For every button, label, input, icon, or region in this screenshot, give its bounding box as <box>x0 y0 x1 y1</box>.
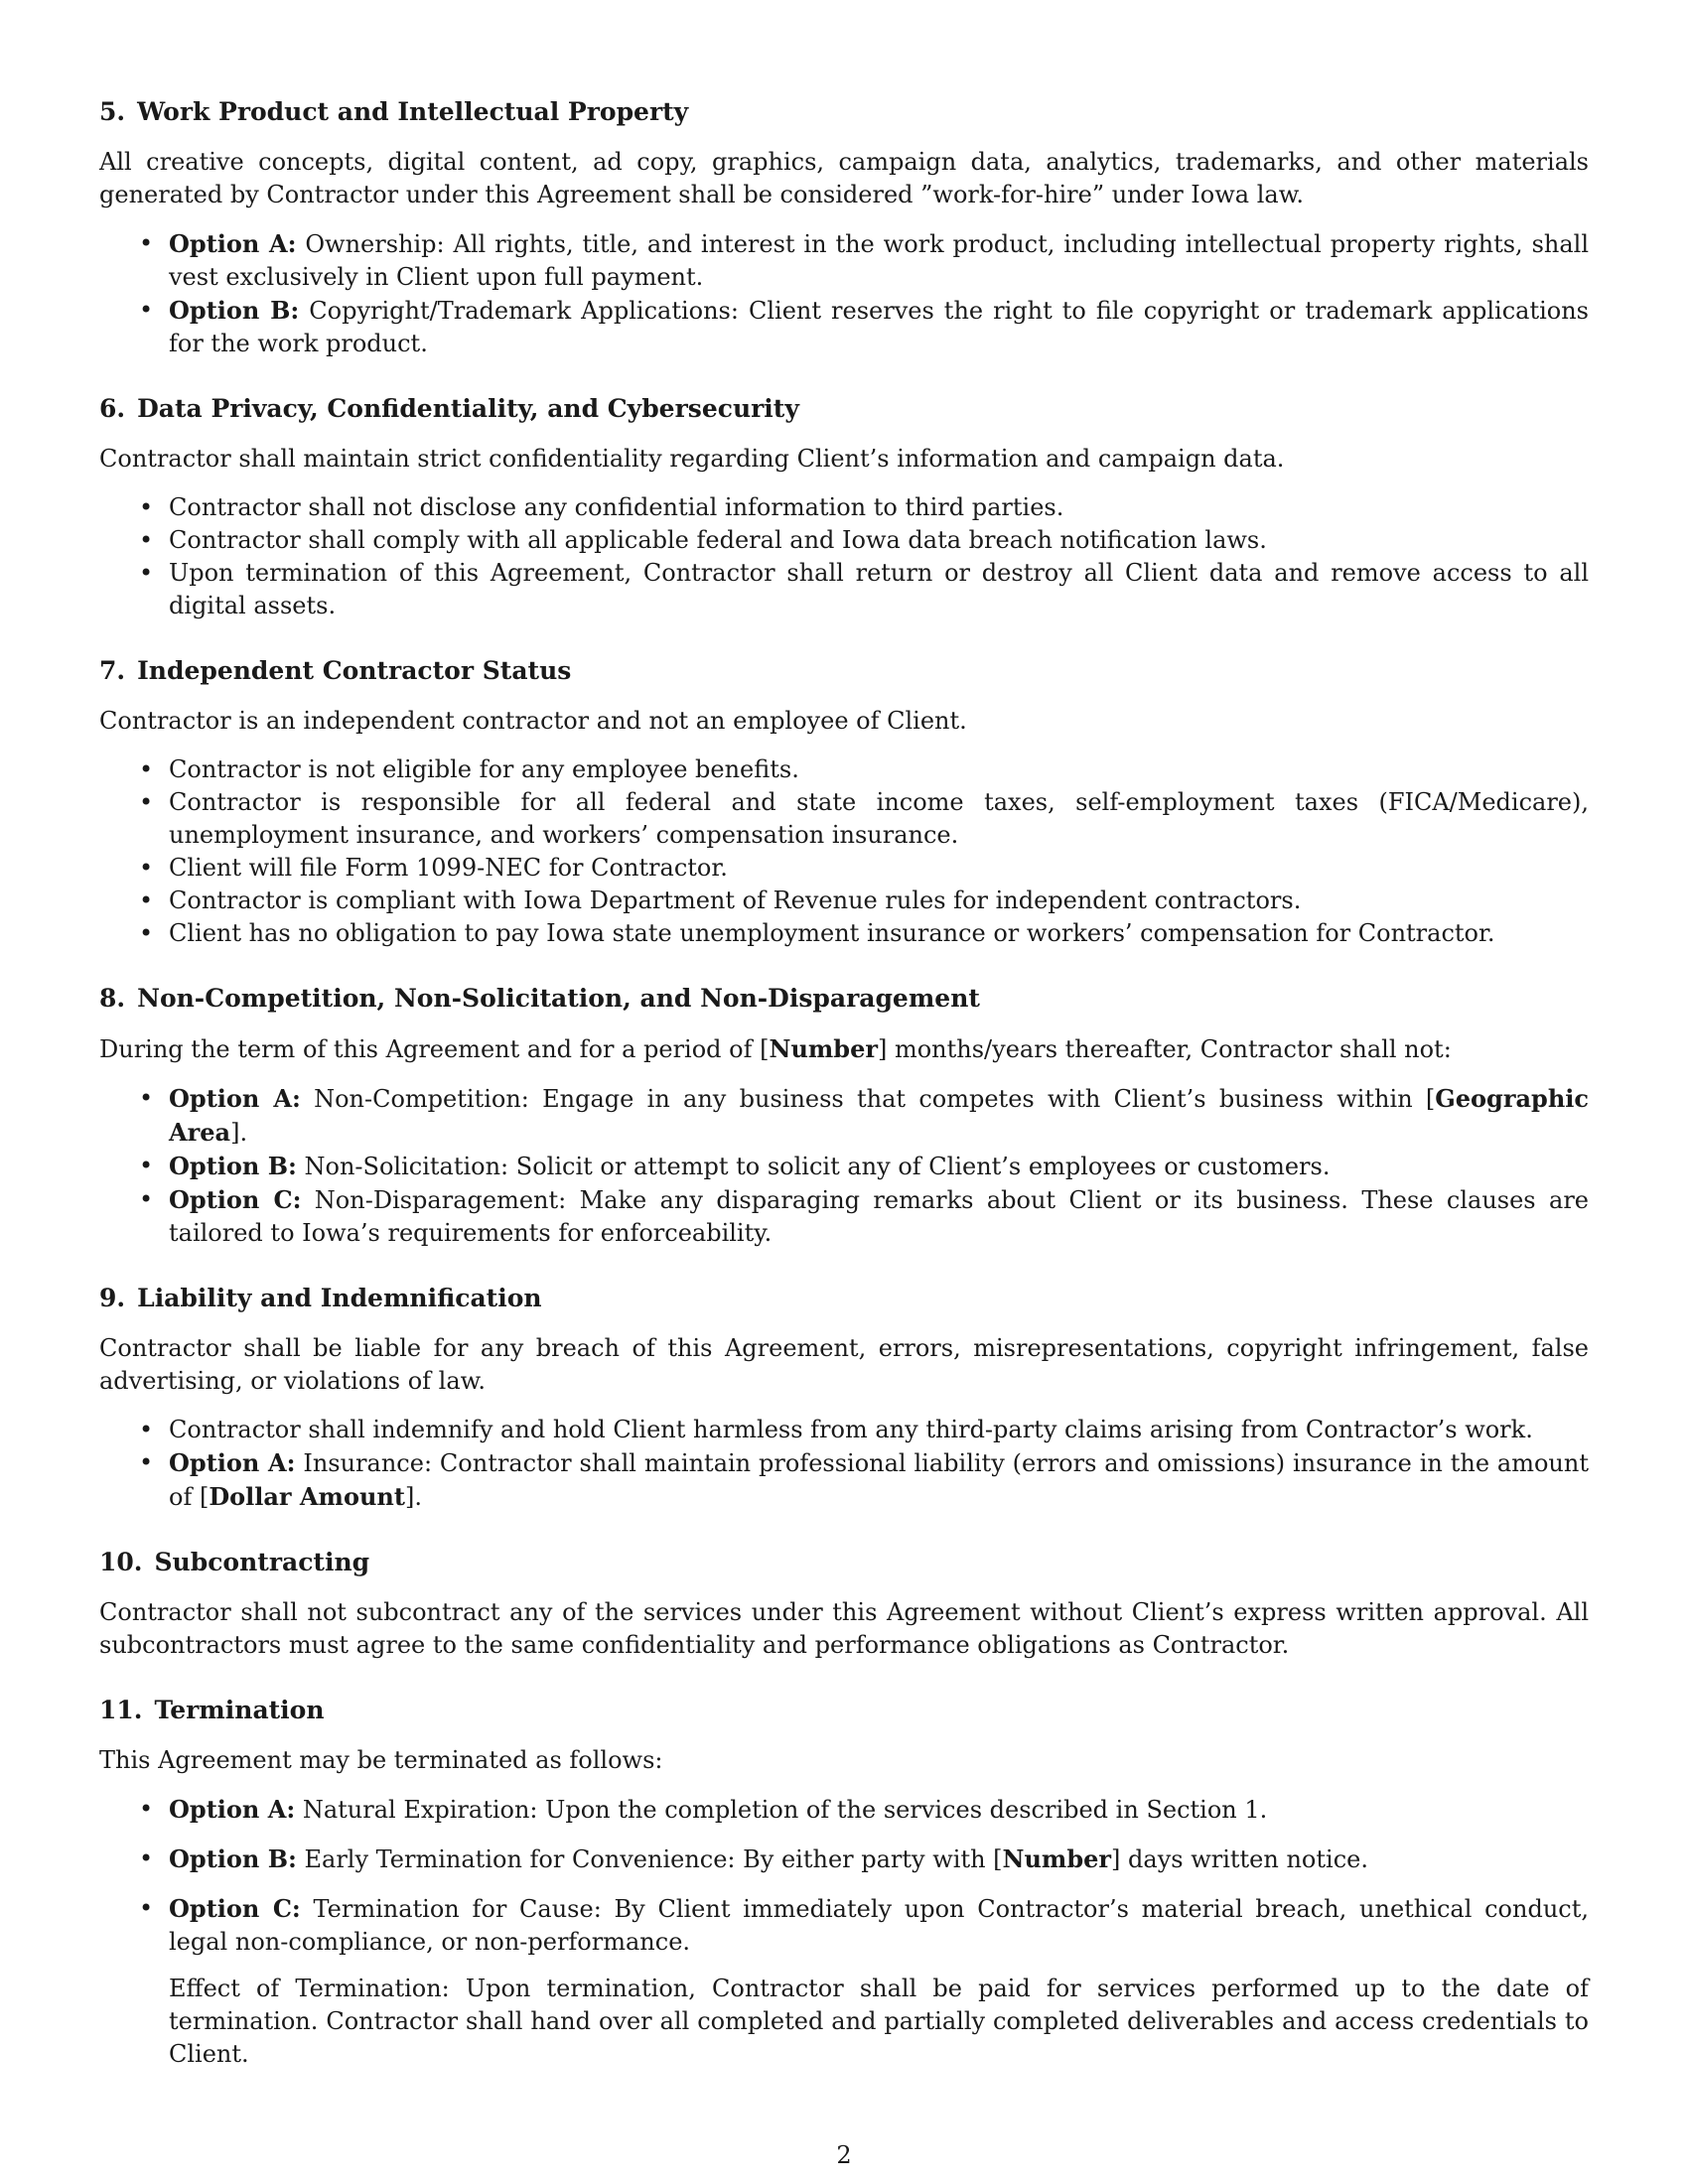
page-number: 2 <box>836 2141 852 2169</box>
intro-text: During the term of this Agreement and for a period of [ <box>99 1035 770 1063</box>
option-label: Option A: <box>169 1795 296 1824</box>
bullet-list <box>99 1793 1589 1959</box>
section-7 <box>99 654 1589 950</box>
section-number: 5. <box>99 97 126 126</box>
item-text: Ownership: All rights, title, and interest in the work product, including intellectual property rights, shall vest exclusively in Client upon full payment. <box>169 230 1589 291</box>
section-5 <box>99 95 1589 360</box>
list-item <box>99 1793 1589 1827</box>
option-label: Option B: <box>169 296 300 325</box>
list-item <box>99 1892 1589 1959</box>
section-intro: All creative concepts, digital content, ad copy, graphics, campaign data, analytics, trademarks, and other materials generated by Contractor under this Agreement shall be considered ”work-for-hire” under Iowa law. <box>99 148 1589 208</box>
section-title: Data Privacy, Confidentiality, and Cybersecurity <box>137 394 799 423</box>
section-intro: This Agreement may be terminated as follows: <box>99 1746 663 1774</box>
item-text: Termination for Cause: By Client immediately upon Contractor’s material breach, unethical conduct, legal non-compliance, or non-performance. <box>169 1895 1589 1956</box>
section-title: Non-Competition, Non-Solicitation, and Non-Disparagement <box>137 984 980 1013</box>
section-heading <box>99 654 1589 687</box>
item-text: Non-Disparagement: Make any disparaging remarks about Client or its business. These clauses are tailored to Iowa’s requirements for enforceability. <box>169 1186 1589 1247</box>
section-heading <box>99 95 1589 128</box>
option-label: Option C: <box>169 1185 302 1214</box>
section-10 <box>99 1546 1589 1662</box>
section-title: Termination <box>154 1696 325 1724</box>
intro-text: ] months/years thereafter, Contractor shall not: <box>877 1035 1452 1063</box>
item-text: Non-Competition: Engage in any business that competes with Client’s business within [ <box>300 1085 1436 1113</box>
section-8 <box>99 982 1589 1250</box>
section-number: 10. <box>99 1548 143 1576</box>
section-number: 6. <box>99 394 126 423</box>
section-intro <box>99 1032 1589 1066</box>
bullet-list <box>99 753 1589 950</box>
section-intro: Contractor shall maintain strict confidentiality regarding Client’s information and campaign data. <box>99 445 1285 473</box>
section-9 <box>99 1282 1589 1514</box>
section-6 <box>99 392 1589 622</box>
list-item: • Contractor shall not disclose any confidential information to third parties. <box>99 491 1589 524</box>
item-text: ]. <box>404 1483 422 1511</box>
item-text: Insurance: Contractor shall maintain professional liability (errors and omissions) insurance in the amount of [ <box>169 1449 1589 1511</box>
section-intro: Contractor is an independent contractor and not an employee of Client. <box>99 707 967 735</box>
placeholder-number: Number <box>1002 1844 1112 1873</box>
effect-of-termination: Effect of Termination: Upon termination, Contractor shall be paid for services performed up to the date of termination. Contractor shall hand over all completed and partially completed deliverables and access credentials to Client. <box>169 1975 1589 2068</box>
section-heading <box>99 1694 1589 1726</box>
section-title: Liability and Indemnification <box>137 1284 542 1312</box>
list-item: • Contractor is compliant with Iowa Department of Revenue rules for independent contractors. <box>99 885 1589 917</box>
list-item <box>99 1183 1589 1250</box>
list-item <box>99 294 1589 360</box>
option-label: Option A: <box>169 1448 296 1477</box>
list-item <box>99 1082 1589 1150</box>
bullet-list <box>99 227 1589 360</box>
section-title: Work Product and Intellectual Property <box>137 97 689 126</box>
placeholder-geographic-area: Geographic Area <box>169 1084 1589 1147</box>
section-intro: Contractor shall not subcontract any of the services under this Agreement without Client’s express written approval. All subcontractors must agree to the same confidentiality and performance obligations as Contractor. <box>99 1598 1589 1659</box>
item-text: Natural Expiration: Upon the completion of the services described in Section 1. <box>295 1796 1268 1824</box>
list-item <box>99 1843 1589 1876</box>
bullet-list <box>99 491 1589 622</box>
option-label: Option B: <box>169 1152 297 1180</box>
bullet-list <box>99 1082 1589 1250</box>
list-item <box>99 227 1589 294</box>
section-heading <box>99 1282 1589 1314</box>
bullet-list <box>99 1414 1589 1514</box>
list-item <box>99 1150 1589 1183</box>
item-text: ] days written notice. <box>1111 1845 1368 1873</box>
section-heading <box>99 982 1589 1015</box>
option-label: Option B: <box>169 1844 297 1873</box>
section-number: 9. <box>99 1284 126 1312</box>
section-number: 11. <box>99 1696 143 1724</box>
section-11 <box>99 1694 1589 2071</box>
section-title: Independent Contractor Status <box>137 656 572 685</box>
section-number: 8. <box>99 984 126 1013</box>
section-title: Subcontracting <box>154 1548 370 1576</box>
section-heading <box>99 1546 1589 1578</box>
list-item: • Contractor shall comply with all applicable federal and Iowa data breach notification laws. <box>99 524 1589 557</box>
item-text: Copyright/Trademark Applications: Client reserves the right to file copyright or trademark applications for the work product. <box>169 297 1589 357</box>
section-intro: Contractor shall be liable for any breach of this Agreement, errors, misrepresentations, copyright infringement, false advertising, or violations of law. <box>99 1334 1589 1395</box>
section-heading <box>99 392 1589 425</box>
list-item: • Client will file Form 1099-NEC for Contractor. <box>99 852 1589 885</box>
placeholder-dollar-amount: Dollar Amount <box>209 1482 405 1511</box>
list-item: • Client has no obligation to pay Iowa state unemployment insurance or workers’ compensation for Contractor. <box>99 917 1589 950</box>
section-number: 7. <box>99 656 126 685</box>
option-label: Option C: <box>169 1894 301 1923</box>
list-item <box>99 1446 1589 1514</box>
placeholder-number: Number <box>769 1034 878 1063</box>
list-item: • Contractor is not eligible for any employee benefits. <box>99 753 1589 786</box>
option-label: Option A: <box>169 229 297 258</box>
list-item: • Contractor is responsible for all federal and state income taxes, self-employment taxes (FICA/Medicare), unemployment insurance, and workers’ compensation insurance. <box>99 786 1589 852</box>
item-text: ]. <box>230 1119 248 1147</box>
list-item: • Contractor shall indemnify and hold Client harmless from any third-party claims arising from Contractor’s work. <box>99 1414 1589 1446</box>
list-item: • Upon termination of this Agreement, Contractor shall return or destroy all Client data and remove access to all digital assets. <box>99 557 1589 622</box>
item-text: Early Termination for Convenience: By either party with [ <box>296 1845 1003 1873</box>
item-text: Non-Solicitation: Solicit or attempt to solicit any of Client’s employees or customers. <box>296 1153 1331 1180</box>
option-label: Option A: <box>169 1084 301 1113</box>
document-page <box>99 95 1589 2071</box>
